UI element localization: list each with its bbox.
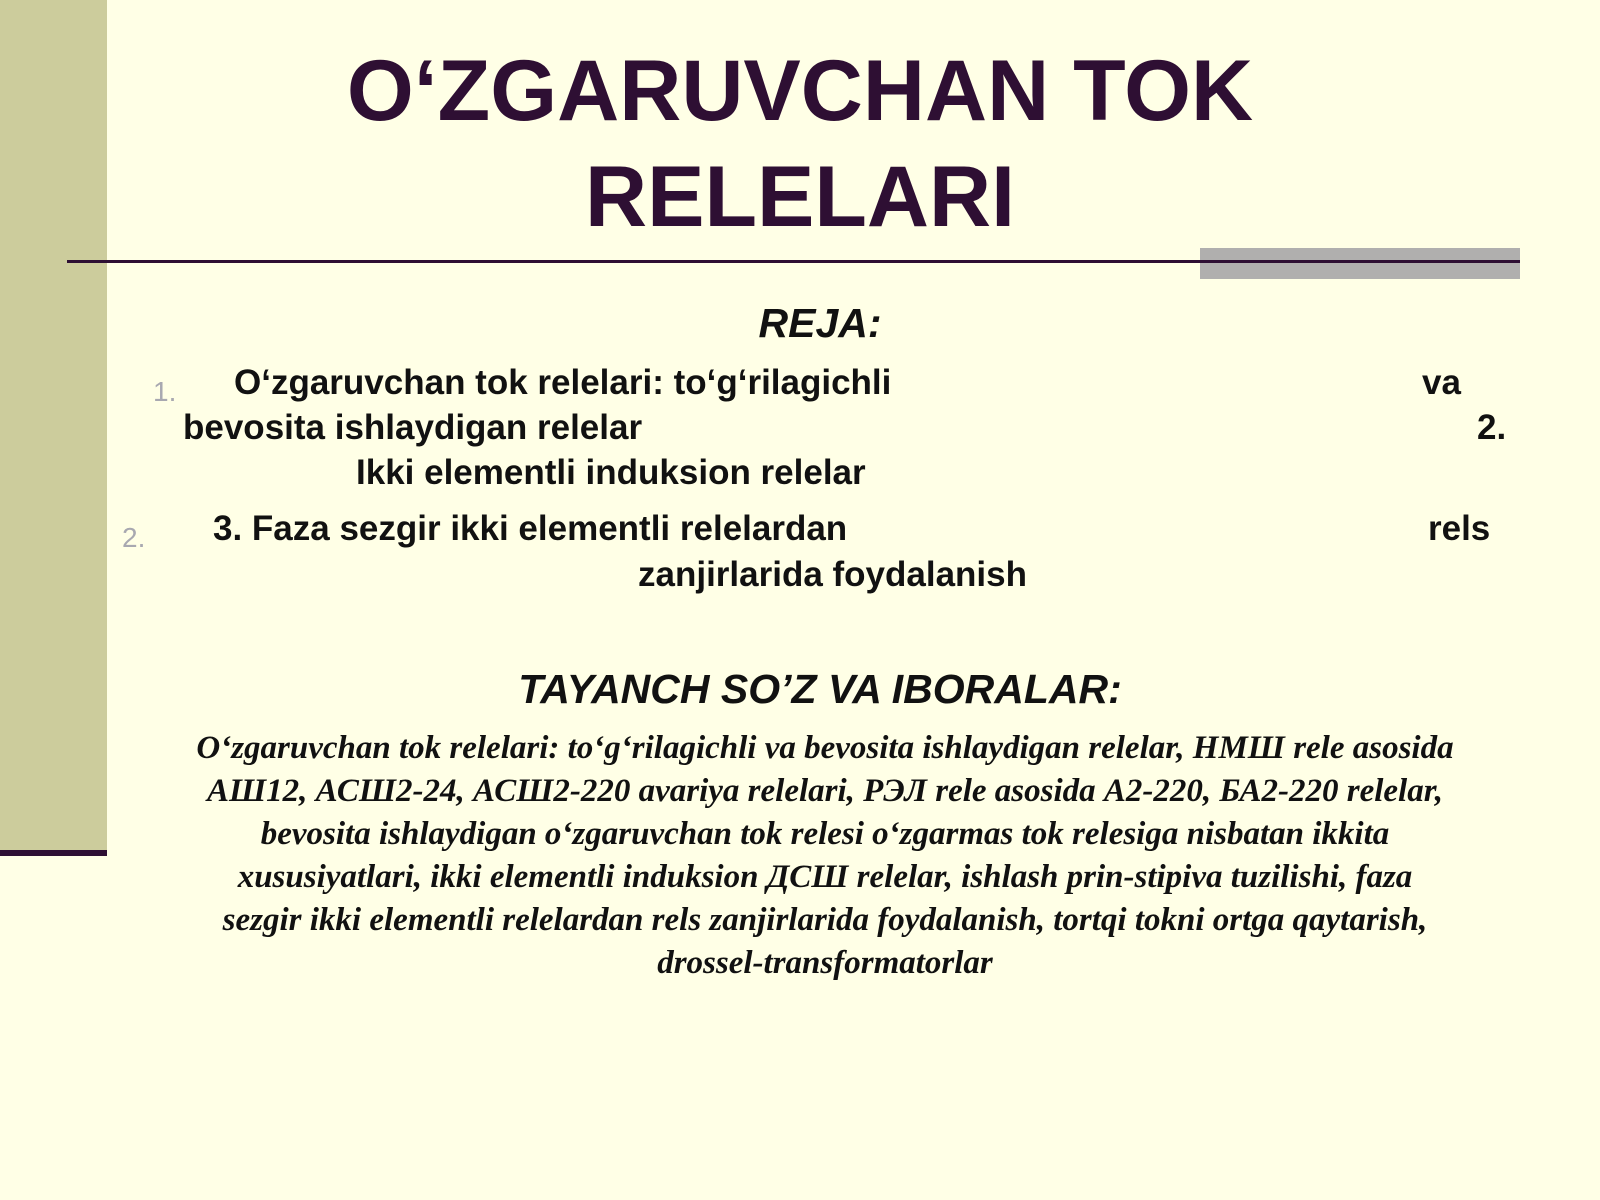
plan-item-1-number: 1. xyxy=(153,376,177,407)
keywords-heading: TAYANCH SO’Z VA IBORALAR: xyxy=(518,666,1122,712)
plan-item-2-line2: zanjirlarida foydalanish xyxy=(638,555,1027,594)
keywords-line: bevosita ishlaydigan o‘zgaruvchan tok relesi o‘zgarmas tok relesiga nisbatan ikkita xyxy=(260,816,1390,852)
plan-item-1-line2-left: bevosita ishlaydigan relelar xyxy=(183,408,643,447)
keywords-line: АШ12, АСШ2-24, АСШ2-220 avariya relelari, РЭЛ rele asosida А2-220, БА2-220 relelar, xyxy=(207,773,1443,809)
side-band xyxy=(0,0,107,852)
plan-item-2-line1-right: rels xyxy=(1428,509,1491,548)
slide-title xyxy=(120,38,1480,250)
keywords-line: O‘zgaruvchan tok relelari: to‘g‘rilagichli va bevosita ishlaydigan relelar, НМШ rele asosida xyxy=(196,730,1454,766)
title-line-1: O‘ZGARUVCHAN TOK xyxy=(346,43,1254,139)
keywords-line: drossel-transformatorlar xyxy=(657,945,993,981)
plan-item-2-number: 2. xyxy=(122,522,146,553)
keywords-line: sezgir ikki elementli relelardan rels zanjirlarida foydalanish, tortqi tokni ortga qaytarish, xyxy=(222,902,1428,938)
plan-item-1-line3: Ikki elementli induksion relelar xyxy=(356,453,866,492)
keywords-line: xususiyatlari, ikki elementli induksion ДСШ relelar, ishlash prin-stipiva tuzilishi, faza xyxy=(237,859,1413,895)
title-divider-accent xyxy=(1200,248,1520,279)
plan-heading: REJA: xyxy=(758,300,882,346)
keywords-body xyxy=(125,727,1525,985)
plan-item-1-line1-right: va xyxy=(1422,363,1461,402)
plan-item-1-line2-right: 2. xyxy=(1477,408,1507,447)
title-divider-accent-line xyxy=(1200,260,1520,263)
plan-item-2-line1-left: 3. Faza sezgir ikki elementli relelardan xyxy=(213,509,848,548)
title-line-2: RELELARI xyxy=(585,149,1015,245)
side-band-divider xyxy=(0,850,107,856)
plan-item-1-line1-left: O‘zgaruvchan tok relelari: to‘g‘rilagichli xyxy=(234,363,892,402)
